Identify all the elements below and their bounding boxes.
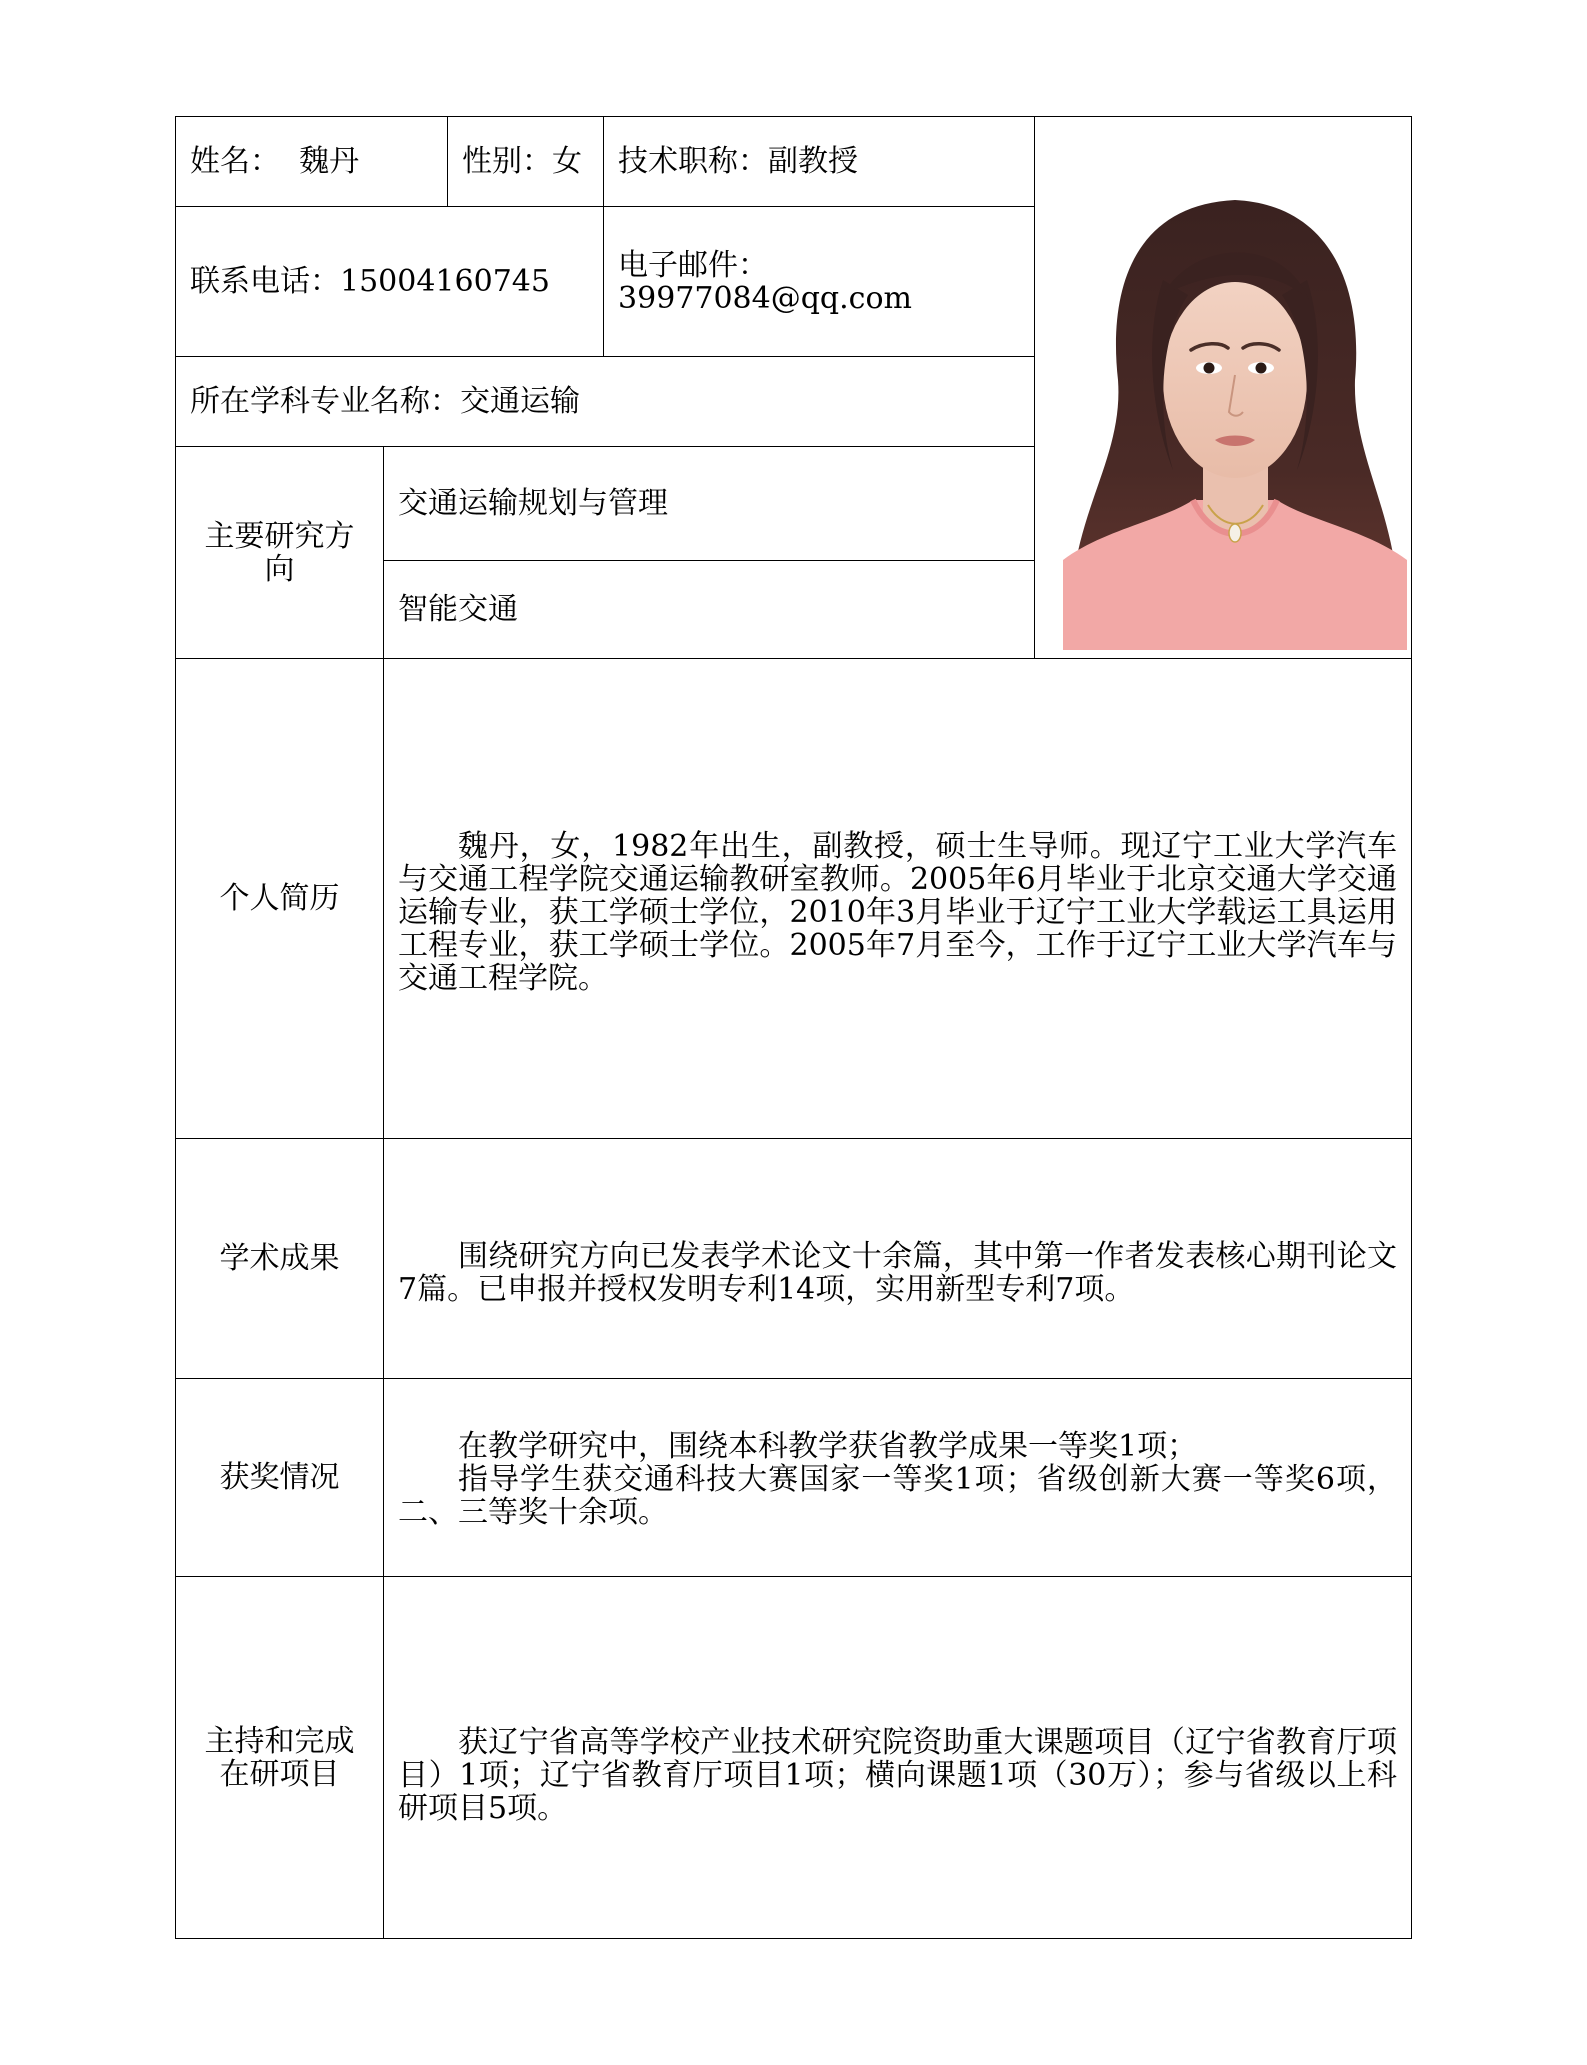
awards-label: 获奖情况 [219, 1460, 340, 1495]
phone-text: 联系电话：15004160745 [190, 264, 550, 299]
bio-label-cell [176, 659, 384, 1139]
portrait-image [1063, 200, 1407, 650]
research-direction-1-cell [384, 447, 1035, 561]
profile-table [175, 116, 1412, 1939]
awards-label-cell [176, 1379, 384, 1577]
email-text: 电子邮件：39977084@qq.com [618, 247, 912, 316]
gender-text: 性别：女 [462, 144, 583, 179]
research-direction-2: 智能交通 [398, 592, 518, 627]
research-label-cell [176, 447, 384, 659]
photo-cell [1035, 117, 1412, 659]
achievements-label-cell [176, 1139, 384, 1379]
research-direction-2-cell [384, 561, 1035, 659]
bio-cell [384, 659, 1412, 1139]
title-cell [604, 117, 1035, 207]
research-label: 主要研究方向 [204, 518, 355, 587]
projects-label: 主持和完成在研项目 [204, 1723, 355, 1792]
achievements-cell [384, 1139, 1412, 1379]
projects-text: 获辽宁省高等学校产业技术研究院资助重大课题项目（辽宁省教育厅项目）1项；辽宁省教育厅项目1项；横向课题1项（30万）；参与省级以上科研项目5项。 [398, 1725, 1398, 1826]
name-label: 姓名： [190, 144, 280, 179]
achievements-text: 围绕研究方向已发表学术论文十余篇，其中第一作者发表核心期刊论文7篇。已申报并授权发明专利14项，实用新型专利7项。 [398, 1238, 1398, 1307]
gender-cell [448, 117, 604, 207]
title-text: 技术职称：副教授 [618, 144, 859, 179]
portrait-photo [1063, 200, 1407, 650]
projects-cell [384, 1577, 1412, 1939]
bio-text: 魏丹，女，1982年出生，副教授，硕士生导师。现辽宁工业大学汽车与交通工程学院交通运输教研室教师。2005年6月毕业于北京交通大学交通运输专业，获工学硕士学位，2010年3月毕业于辽宁工业大学载运工具运用工程专业，获工学硕士学位。2005年7月至今，工作于辽宁工业大学汽车与交通工程学院。 [398, 829, 1398, 996]
achievements-label: 学术成果 [219, 1241, 340, 1276]
name-value: 魏丹 [299, 144, 360, 179]
email-cell [604, 207, 1035, 357]
bio-label: 个人简历 [219, 881, 340, 916]
name-cell [176, 117, 448, 207]
research-direction-1: 交通运输规划与管理 [398, 486, 668, 521]
award-item-1: 在教学研究中，围绕本科教学获省教学成果一等奖1项； [458, 1429, 1198, 1464]
discipline-text: 所在学科专业名称：交通运输 [190, 384, 580, 419]
award-item-2: 指导学生获交通科技大赛国家一等奖1项；省级创新大赛一等奖6项，二、三等奖十余项。 [398, 1462, 1398, 1530]
awards-cell [384, 1379, 1412, 1577]
phone-cell [176, 207, 604, 357]
projects-label-cell [176, 1577, 384, 1939]
discipline-cell [176, 357, 1035, 447]
